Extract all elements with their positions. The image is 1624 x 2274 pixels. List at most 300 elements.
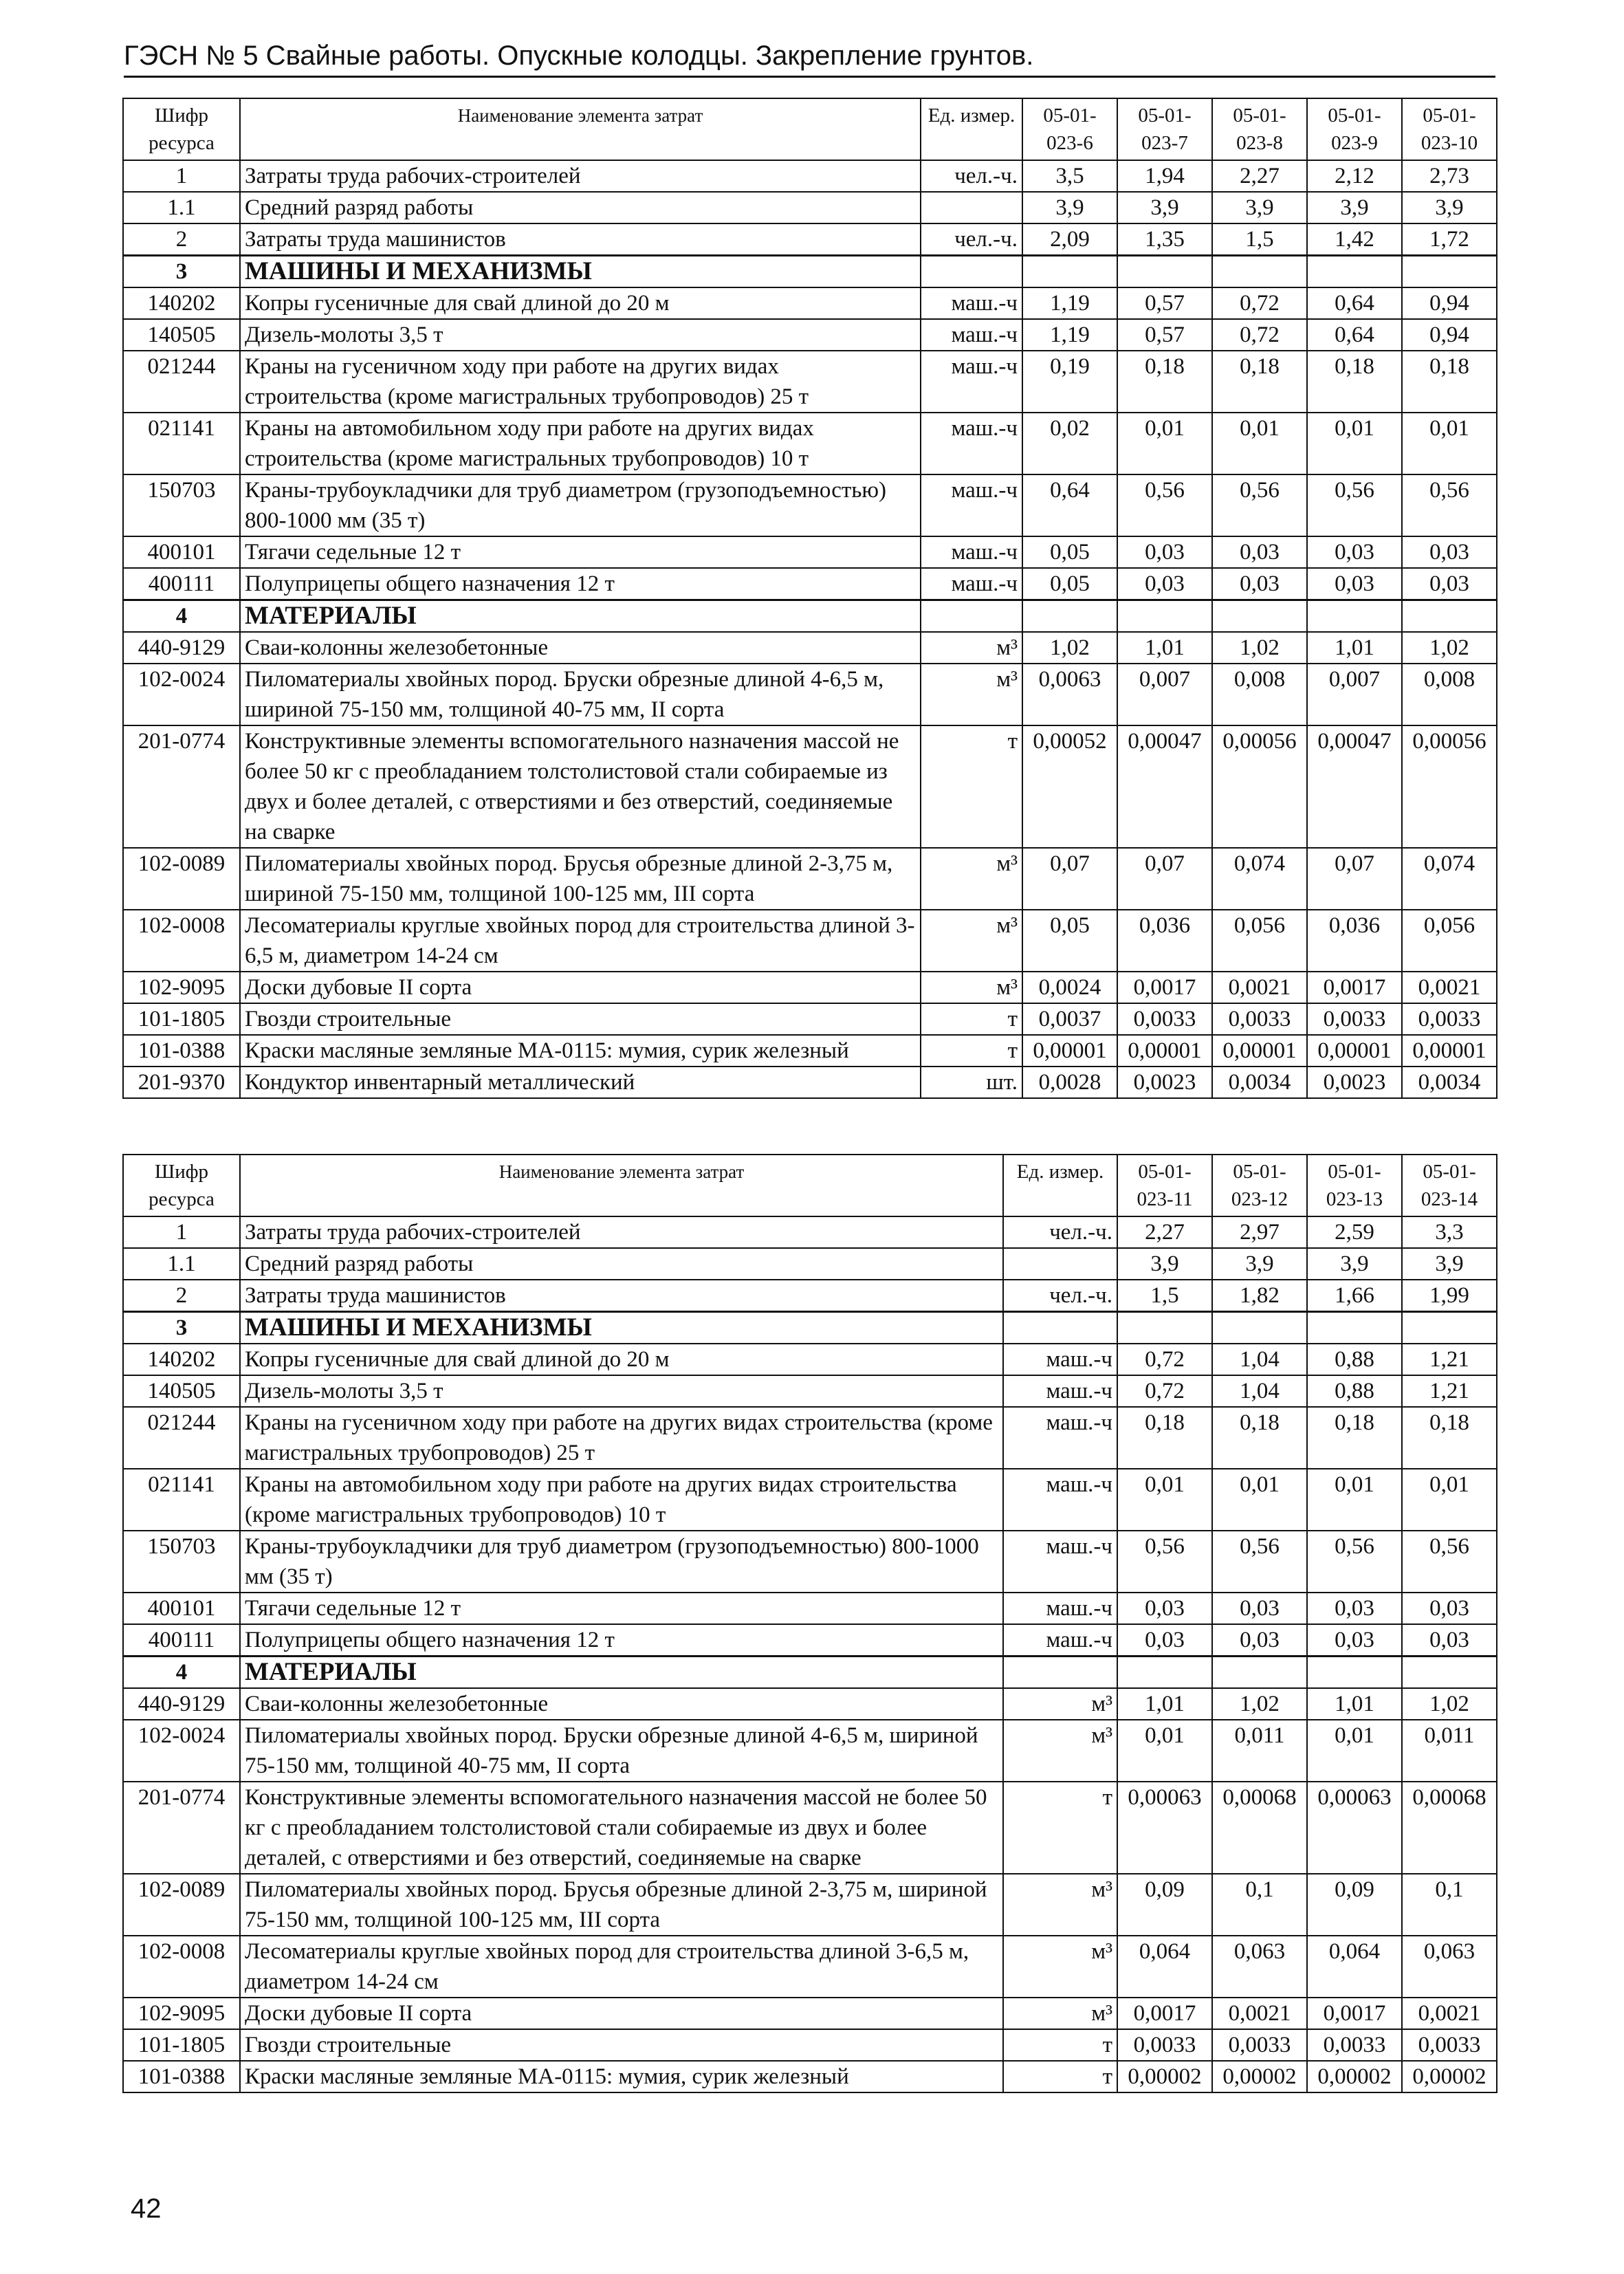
- unit-of-measure: маш.-ч: [1003, 1531, 1117, 1593]
- resource-code: 021141: [123, 1469, 240, 1531]
- table-row: [123, 664, 1497, 725]
- norm-value: 0,03: [1212, 1593, 1307, 1624]
- unit-of-measure: шт.: [921, 1067, 1022, 1098]
- norm-value: 0,05: [1022, 536, 1117, 568]
- norm-value: 0,01: [1117, 1720, 1212, 1782]
- norm-value: 0,88: [1307, 1375, 1402, 1407]
- unit-of-measure: т: [921, 1035, 1022, 1067]
- norm-value: 0,1: [1212, 1874, 1307, 1936]
- norm-value: 0,01: [1307, 413, 1402, 474]
- cost-element-name: Краны-трубоукладчики для труб диаметром (грузоподъемностью) 800-1000 мм (35 т): [240, 474, 921, 536]
- norm-value: 3,9: [1402, 1248, 1497, 1280]
- norm-value: 0,01: [1307, 1720, 1402, 1782]
- cost-element-name: Сваи-колонны железобетонные: [240, 1688, 1003, 1720]
- norm-value: 0,56: [1402, 1531, 1497, 1593]
- norm-value: 0,0021: [1402, 1998, 1497, 2029]
- resource-code: 1.1: [123, 192, 240, 223]
- norm-value: 0,18: [1212, 351, 1307, 413]
- cost-element-name: Краны на автомобильном ходу при работе на других видах строительства (кроме магистральных трубопроводов) 10 т: [240, 413, 921, 474]
- cost-element-name: Лесоматериалы круглые хвойных пород для строительства длиной 3-6,5 м, диаметром 14-24 см: [240, 910, 921, 972]
- norm-value: 0,05: [1022, 910, 1117, 972]
- unit-of-measure: м³: [921, 664, 1022, 725]
- norm-value: 0,011: [1212, 1720, 1307, 1782]
- norm-value: 0,0028: [1022, 1067, 1117, 1098]
- cost-element-name: Краны на гусеничном ходу при работе на других видах строительства (кроме магистральных трубопроводов) 25 т: [240, 351, 921, 413]
- norm-value: [1212, 256, 1307, 288]
- norm-value: 0,07: [1307, 848, 1402, 910]
- resource-code: 400101: [123, 1593, 240, 1624]
- norm-value: 1,21: [1402, 1344, 1497, 1375]
- resource-code: 140505: [123, 319, 240, 351]
- cost-element-name: Затраты труда машинистов: [240, 223, 921, 256]
- cost-element-name: Копры гусеничные для свай длиной до 20 м: [240, 287, 921, 319]
- norm-value: 0,064: [1117, 1936, 1212, 1998]
- norm-value: 0,00068: [1212, 1782, 1307, 1874]
- table-row: [123, 972, 1497, 1003]
- norm-value: [1117, 1657, 1212, 1689]
- norm-value: [1212, 600, 1307, 633]
- table-row: [123, 1688, 1497, 1720]
- cost-element-name: Сваи-колонны железобетонные: [240, 632, 921, 664]
- table-row: [123, 1998, 1497, 2029]
- unit-of-measure: т: [1003, 1782, 1117, 1874]
- norm-value: 0,00002: [1402, 2061, 1497, 2092]
- cost-element-name: Затраты труда машинистов: [240, 1280, 1003, 1312]
- norm-value: 0,0033: [1212, 2029, 1307, 2061]
- norm-value: 0,00068: [1402, 1782, 1497, 1874]
- cost-element-name: Гвозди строительные: [240, 1003, 921, 1035]
- table-row: [123, 351, 1497, 413]
- cost-element-name: Тягачи седельные 12 т: [240, 1593, 1003, 1624]
- unit-of-measure: м³: [921, 910, 1022, 972]
- norm-value: 0,18: [1117, 351, 1212, 413]
- norm-value: 0,56: [1307, 474, 1402, 536]
- norm-value: 0,03: [1117, 1624, 1212, 1657]
- norm-value: [1117, 1312, 1212, 1344]
- norm-value: 0,011: [1402, 1720, 1497, 1782]
- norm-value: 3,9: [1212, 192, 1307, 223]
- norm-value: 0,01: [1307, 1469, 1402, 1531]
- norm-value: 0,00056: [1212, 725, 1307, 848]
- section-row: [123, 1312, 1497, 1344]
- norm-value: 1,02: [1212, 632, 1307, 664]
- col-header-norm: 05-01-023-11: [1117, 1155, 1212, 1216]
- resource-code: 150703: [123, 1531, 240, 1593]
- norm-value: 0,00001: [1117, 1035, 1212, 1067]
- table-row: [123, 1248, 1497, 1280]
- norm-value: 1,02: [1402, 1688, 1497, 1720]
- resource-code: 440-9129: [123, 1688, 240, 1720]
- norm-value: 3,3: [1402, 1216, 1497, 1248]
- table-row: [123, 1067, 1497, 1098]
- norm-value: 0,05: [1022, 568, 1117, 600]
- norm-value: 0,94: [1402, 287, 1497, 319]
- norm-value: 0,0033: [1307, 1003, 1402, 1035]
- norm-value: [1307, 1312, 1402, 1344]
- table-row: [123, 848, 1497, 910]
- norm-value: 3,9: [1307, 192, 1402, 223]
- unit-of-measure: м³: [1003, 1688, 1117, 1720]
- norm-value: 0,03: [1307, 1593, 1402, 1624]
- norm-value: 0,064: [1307, 1936, 1402, 1998]
- resource-code: 400111: [123, 1624, 240, 1657]
- resource-code: 201-9370: [123, 1067, 240, 1098]
- cost-element-name: Конструктивные элементы вспомогательного назначения массой не более 50 кг с преобладанием толстолистовой стали собираемые из двух и более деталей, с отверстиями и без отверстий, соединяемые на сварке: [240, 725, 921, 848]
- unit-of-measure: чел.-ч.: [1003, 1280, 1117, 1312]
- resource-code: 140505: [123, 1375, 240, 1407]
- table-row: [123, 474, 1497, 536]
- table-header-row: [123, 1155, 1497, 1216]
- col-header-name: Наименование элемента затрат: [240, 98, 921, 160]
- norm-value: 0,18: [1402, 1407, 1497, 1469]
- norm-value: 1,01: [1307, 632, 1402, 664]
- unit-of-measure: маш.-ч: [1003, 1407, 1117, 1469]
- norm-value: 2,59: [1307, 1216, 1402, 1248]
- col-header-norm: 05-01-023-12: [1212, 1155, 1307, 1216]
- norm-value: 2,12: [1307, 160, 1402, 192]
- norm-value: 1,5: [1212, 223, 1307, 256]
- section-title: МАТЕРИАЛЫ: [240, 1657, 1003, 1689]
- unit-of-measure: м³: [1003, 1874, 1117, 1936]
- table-row: [123, 1720, 1497, 1782]
- section-title: МАШИНЫ И МЕХАНИЗМЫ: [240, 1312, 1003, 1344]
- page-header: ГЭСН № 5 Свайные работы. Опускные колодцы. Закрепление грунтов.: [124, 39, 1495, 78]
- resource-code: 102-9095: [123, 1998, 240, 2029]
- resource-code: 440-9129: [123, 632, 240, 664]
- norm-value: 0,00047: [1307, 725, 1402, 848]
- cost-element-name: Дизель-молоты 3,5 т: [240, 319, 921, 351]
- col-header-norm: 05-01-023-13: [1307, 1155, 1402, 1216]
- norm-value: 0,07: [1022, 848, 1117, 910]
- norm-value: 0,64: [1307, 319, 1402, 351]
- cost-element-name: Конструктивные элементы вспомогательного назначения массой не более 50 кг с преобладанием толстолистовой стали собираемые из двух и более деталей, с отверстиями и без отверстий, соединяемые на сварке: [240, 1782, 1003, 1874]
- norm-value: 0,02: [1022, 413, 1117, 474]
- norm-value: 3,9: [1117, 1248, 1212, 1280]
- table-row: [123, 160, 1497, 192]
- norm-value: [1117, 256, 1212, 288]
- col-header-norm: 05-01-023-8: [1212, 98, 1307, 160]
- table-row: [123, 1593, 1497, 1624]
- col-header-code: Шифр ресурса: [123, 98, 240, 160]
- norm-value: 0,00002: [1117, 2061, 1212, 2092]
- norm-value: 0,00001: [1402, 1035, 1497, 1067]
- norm-value: 0,0063: [1022, 664, 1117, 725]
- norm-value: 1,02: [1212, 1688, 1307, 1720]
- norm-value: [1022, 256, 1117, 288]
- norm-value: 0,03: [1117, 568, 1212, 600]
- norm-value: [1117, 600, 1212, 633]
- unit-of-measure: маш.-ч: [1003, 1624, 1117, 1657]
- unit-of-measure: м³: [921, 972, 1022, 1003]
- resource-code: 1.1: [123, 1248, 240, 1280]
- section-title: МАТЕРИАЛЫ: [240, 600, 921, 633]
- norm-value: 0,0033: [1402, 2029, 1497, 2061]
- resource-code: 102-9095: [123, 972, 240, 1003]
- norm-value: 0,0017: [1307, 972, 1402, 1003]
- norm-value: 0,0037: [1022, 1003, 1117, 1035]
- norm-value: 0,01: [1117, 1469, 1212, 1531]
- norm-value: [1402, 256, 1497, 288]
- unit-of-measure: м³: [921, 632, 1022, 664]
- norm-value: 0,00001: [1307, 1035, 1402, 1067]
- cost-element-name: Затраты труда рабочих-строителей: [240, 1216, 1003, 1248]
- resource-code: 4: [123, 600, 240, 633]
- cost-element-name: Средний разряд работы: [240, 1248, 1003, 1280]
- norm-value: 0,57: [1117, 287, 1212, 319]
- norm-value: 0,00056: [1402, 725, 1497, 848]
- resource-code: 1: [123, 160, 240, 192]
- section-row: [123, 600, 1497, 633]
- norm-value: 0,0033: [1212, 1003, 1307, 1035]
- unit-of-measure: [1003, 1312, 1117, 1344]
- table-row: [123, 2029, 1497, 2061]
- table-row: [123, 1936, 1497, 1998]
- resource-code: 102-0008: [123, 1936, 240, 1998]
- norm-value: 1,02: [1402, 632, 1497, 664]
- cost-element-name: Пиломатериалы хвойных пород. Бруски обрезные длиной 4-6,5 м, шириной 75-150 мм, толщиной 40-75 мм, II сорта: [240, 1720, 1003, 1782]
- norm-value: 0,09: [1307, 1874, 1402, 1936]
- col-header-code: Шифр ресурса: [123, 1155, 240, 1216]
- table-row: [123, 413, 1497, 474]
- unit-of-measure: маш.-ч: [921, 319, 1022, 351]
- table-row: [123, 632, 1497, 664]
- unit-of-measure: маш.-ч: [1003, 1375, 1117, 1407]
- resource-code: 140202: [123, 1344, 240, 1375]
- section-row: [123, 256, 1497, 288]
- cost-element-name: Краны-трубоукладчики для труб диаметром (грузоподъемностью) 800-1000 мм (35 т): [240, 1531, 1003, 1593]
- norm-value: 0,007: [1307, 664, 1402, 725]
- norm-value: 3,9: [1212, 1248, 1307, 1280]
- cost-element-name: Тягачи седельные 12 т: [240, 536, 921, 568]
- norm-value: 0,88: [1307, 1344, 1402, 1375]
- norm-value: 0,0023: [1117, 1067, 1212, 1098]
- resource-code: 2: [123, 1280, 240, 1312]
- unit-of-measure: маш.-ч: [921, 474, 1022, 536]
- table-row: [123, 2061, 1497, 2092]
- norm-value: 0,03: [1212, 1624, 1307, 1657]
- norm-value: 2,09: [1022, 223, 1117, 256]
- resource-code: 102-0089: [123, 1874, 240, 1936]
- norm-value: 0,00001: [1212, 1035, 1307, 1067]
- norm-value: 0,64: [1307, 287, 1402, 319]
- norm-value: 0,0017: [1117, 972, 1212, 1003]
- norm-value: 0,94: [1402, 319, 1497, 351]
- norm-value: 0,0017: [1307, 1998, 1402, 2029]
- norm-value: [1022, 600, 1117, 633]
- norm-value: 0,01: [1402, 1469, 1497, 1531]
- cost-element-name: Гвозди строительные: [240, 2029, 1003, 2061]
- resource-code: 201-0774: [123, 725, 240, 848]
- resource-code: 102-0089: [123, 848, 240, 910]
- norm-value: [1402, 600, 1497, 633]
- norm-value: 3,9: [1402, 192, 1497, 223]
- norm-value: 1,04: [1212, 1344, 1307, 1375]
- norm-value: 1,35: [1117, 223, 1212, 256]
- page-number: 42: [131, 2194, 162, 2224]
- norm-value: 0,72: [1117, 1344, 1212, 1375]
- table-row: [123, 1531, 1497, 1593]
- resource-code: 101-1805: [123, 1003, 240, 1035]
- unit-of-measure: маш.-ч: [1003, 1344, 1117, 1375]
- norm-value: 0,074: [1212, 848, 1307, 910]
- norm-value: 0,00002: [1212, 2061, 1307, 2092]
- norm-value: 0,64: [1022, 474, 1117, 536]
- norm-value: 0,063: [1402, 1936, 1497, 1998]
- unit-of-measure: чел.-ч.: [1003, 1216, 1117, 1248]
- norm-value: 0,008: [1402, 664, 1497, 725]
- norm-value: 1,21: [1402, 1375, 1497, 1407]
- cost-element-name: Доски дубовые II сорта: [240, 1998, 1003, 2029]
- cost-element-name: Лесоматериалы круглые хвойных пород для строительства длиной 3-6,5 м, диаметром 14-24 см: [240, 1936, 1003, 1998]
- norm-value: 0,0021: [1212, 972, 1307, 1003]
- resource-code: 021244: [123, 351, 240, 413]
- norm-value: 0,07: [1117, 848, 1212, 910]
- norm-value: 0,56: [1402, 474, 1497, 536]
- norm-value: 0,0023: [1307, 1067, 1402, 1098]
- unit-of-measure: т: [921, 725, 1022, 848]
- cost-element-name: Пиломатериалы хвойных пород. Брусья обрезные длиной 2-3,75 м, шириной 75-150 мм, толщиной 100-125 мм, III сорта: [240, 848, 921, 910]
- norm-value: 1,19: [1022, 319, 1117, 351]
- col-header-unit: Ед. измер.: [1003, 1155, 1117, 1216]
- table-row: [123, 287, 1497, 319]
- table-row: [123, 319, 1497, 351]
- resource-code: 140202: [123, 287, 240, 319]
- unit-of-measure: чел.-ч.: [921, 160, 1022, 192]
- cost-element-name: Копры гусеничные для свай длиной до 20 м: [240, 1344, 1003, 1375]
- cost-element-name: Дизель-молоты 3,5 т: [240, 1375, 1003, 1407]
- unit-of-measure: м³: [921, 848, 1022, 910]
- norm-value: 0,03: [1307, 1624, 1402, 1657]
- norm-value: 0,72: [1212, 319, 1307, 351]
- table-row: [123, 223, 1497, 256]
- norm-value: 0,57: [1117, 319, 1212, 351]
- resource-code: 201-0774: [123, 1782, 240, 1874]
- norm-value: 0,0021: [1212, 1998, 1307, 2029]
- resource-table-2-body: [123, 1155, 1497, 2092]
- norm-value: 0,063: [1212, 1936, 1307, 1998]
- norm-value: 0,03: [1307, 536, 1402, 568]
- resource-code: 101-1805: [123, 2029, 240, 2061]
- table-row: [123, 1035, 1497, 1067]
- norm-value: 0,01: [1212, 1469, 1307, 1531]
- norm-value: 0,18: [1307, 351, 1402, 413]
- norm-value: 1,66: [1307, 1280, 1402, 1312]
- resource-code: 021141: [123, 413, 240, 474]
- unit-of-measure: чел.-ч.: [921, 223, 1022, 256]
- resource-code: 1: [123, 1216, 240, 1248]
- norm-value: 0,007: [1117, 664, 1212, 725]
- norm-value: 0,03: [1402, 536, 1497, 568]
- norm-value: 0,18: [1307, 1407, 1402, 1469]
- norm-value: [1402, 1312, 1497, 1344]
- table-row: [123, 1344, 1497, 1375]
- col-header-norm: 05-01-023-9: [1307, 98, 1402, 160]
- norm-value: 0,03: [1402, 1624, 1497, 1657]
- norm-value: 0,0033: [1402, 1003, 1497, 1035]
- norm-value: 0,00063: [1307, 1782, 1402, 1874]
- norm-value: 3,5: [1022, 160, 1117, 192]
- cost-element-name: Краны на гусеничном ходу при работе на других видах строительства (кроме магистральных трубопроводов) 25 т: [240, 1407, 1003, 1469]
- norm-value: 0,0033: [1117, 2029, 1212, 2061]
- unit-of-measure: [921, 192, 1022, 223]
- norm-value: 0,18: [1402, 351, 1497, 413]
- col-header-unit: Ед. измер.: [921, 98, 1022, 160]
- cost-element-name: Краны на автомобильном ходу при работе на других видах строительства (кроме магистральных трубопроводов) 10 т: [240, 1469, 1003, 1531]
- norm-value: 1,19: [1022, 287, 1117, 319]
- norm-value: 0,1: [1402, 1874, 1497, 1936]
- resource-code: 102-0008: [123, 910, 240, 972]
- cost-element-name: Пиломатериалы хвойных пород. Брусья обрезные длиной 2-3,75 м, шириной 75-150 мм, толщиной 100-125 мм, III сорта: [240, 1874, 1003, 1936]
- norm-value: 0,0024: [1022, 972, 1117, 1003]
- resource-code: 150703: [123, 474, 240, 536]
- norm-value: 0,56: [1212, 474, 1307, 536]
- norm-value: 3,9: [1307, 1248, 1402, 1280]
- norm-value: 0,00063: [1117, 1782, 1212, 1874]
- norm-value: 0,72: [1212, 287, 1307, 319]
- table-row: [123, 1375, 1497, 1407]
- norm-value: 0,056: [1212, 910, 1307, 972]
- norm-value: 0,036: [1307, 910, 1402, 972]
- table-row: [123, 1280, 1497, 1312]
- norm-value: 1,04: [1212, 1375, 1307, 1407]
- cost-element-name: Полуприцепы общего назначения 12 т: [240, 1624, 1003, 1657]
- norm-value: 1,01: [1117, 1688, 1212, 1720]
- norm-value: [1212, 1657, 1307, 1689]
- resource-code: 4: [123, 1657, 240, 1689]
- norm-value: 0,72: [1117, 1375, 1212, 1407]
- norm-value: 0,09: [1117, 1874, 1212, 1936]
- norm-value: [1402, 1657, 1497, 1689]
- norm-value: 1,42: [1307, 223, 1402, 256]
- norm-value: 0,03: [1402, 568, 1497, 600]
- unit-of-measure: маш.-ч: [1003, 1593, 1117, 1624]
- resource-code: 400111: [123, 568, 240, 600]
- norm-value: 0,56: [1117, 474, 1212, 536]
- resource-code: 2: [123, 223, 240, 256]
- table-row: [123, 536, 1497, 568]
- unit-of-measure: маш.-ч: [921, 413, 1022, 474]
- cost-element-name: Средний разряд работы: [240, 192, 921, 223]
- cost-element-name: Пиломатериалы хвойных пород. Бруски обрезные длиной 4-6,5 м, шириной 75-150 мм, толщиной 40-75 мм, II сорта: [240, 664, 921, 725]
- table-row: [123, 910, 1497, 972]
- norm-value: 0,03: [1117, 1593, 1212, 1624]
- norm-value: 0,56: [1212, 1531, 1307, 1593]
- norm-value: [1307, 1657, 1402, 1689]
- norm-value: 0,19: [1022, 351, 1117, 413]
- resource-code: 101-0388: [123, 2061, 240, 2092]
- table-row: [123, 1874, 1497, 1936]
- cost-element-name: Затраты труда рабочих-строителей: [240, 160, 921, 192]
- unit-of-measure: м³: [1003, 1720, 1117, 1782]
- unit-of-measure: маш.-ч: [921, 287, 1022, 319]
- norm-value: 0,03: [1212, 536, 1307, 568]
- unit-of-measure: [921, 600, 1022, 633]
- norm-value: 0,008: [1212, 664, 1307, 725]
- unit-of-measure: т: [1003, 2029, 1117, 2061]
- norm-value: 1,5: [1117, 1280, 1212, 1312]
- section-title: МАШИНЫ И МЕХАНИЗМЫ: [240, 256, 921, 288]
- cost-element-name: Полуприцепы общего назначения 12 т: [240, 568, 921, 600]
- resource-code: 102-0024: [123, 1720, 240, 1782]
- norm-value: 0,036: [1117, 910, 1212, 972]
- norm-value: 0,0034: [1212, 1067, 1307, 1098]
- cost-element-name: Доски дубовые II сорта: [240, 972, 921, 1003]
- norm-value: 0,18: [1117, 1407, 1212, 1469]
- norm-value: 0,01: [1212, 413, 1307, 474]
- table-row: [123, 568, 1497, 600]
- norm-value: 2,27: [1117, 1216, 1212, 1248]
- table-row: [123, 1216, 1497, 1248]
